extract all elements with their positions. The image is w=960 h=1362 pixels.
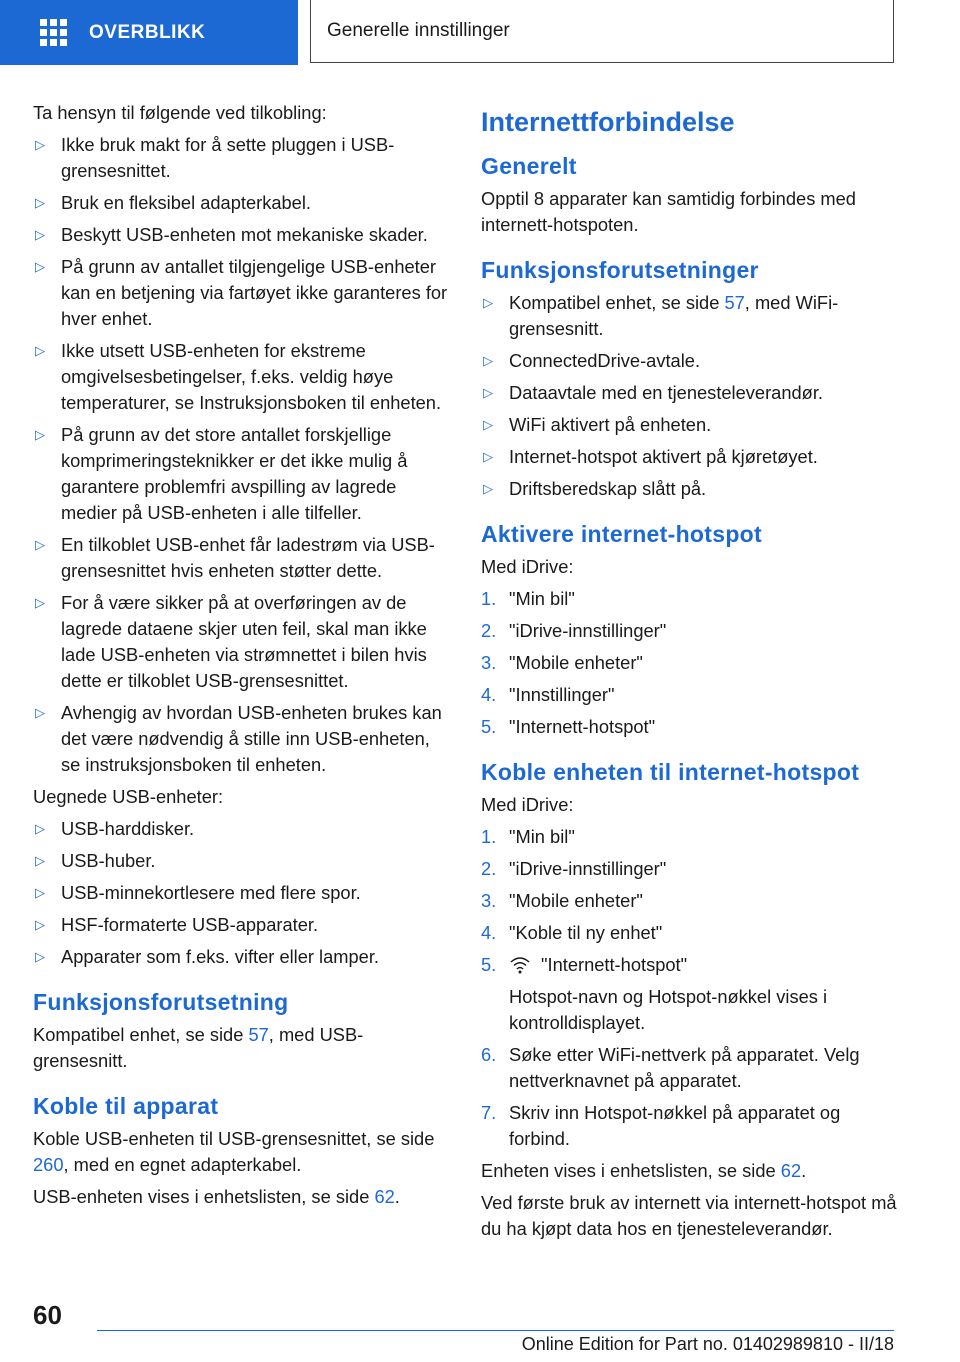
triangle-bullet-icon: ▷ (483, 417, 493, 432)
hotspot-step-note: Hotspot-navn og Hotspot-nøkkel vises i kontrolldisplayet. (509, 986, 828, 1033)
list-item: 7. Skriv inn Hotspot-nøkkel på apparatet og forbind. (481, 1102, 841, 1149)
connect-intro: Med iDrive: (481, 794, 574, 815)
triangle-bullet-icon: ▷ (35, 195, 45, 210)
grid-icon (40, 19, 67, 46)
first-use-note: Ved første bruk av internett via internett-hotspot må du ha kjøpt data hos en tjenesteleverandør. (481, 1192, 897, 1239)
list-item: ▷ For å være sikker på at overføringen av de lagrede dataene skjer uten feil, skal man ikke lade USB-enheten via strømnettet i bilen hvis dette er tilkoblet USB-grensesnittet. (35, 592, 427, 691)
triangle-bullet-icon: ▷ (483, 353, 493, 368)
list-item: 3. "Mobile enheter" (481, 650, 901, 676)
step-number: 4. (481, 922, 497, 943)
connect-steps-list (481, 824, 901, 1152)
triangle-bullet-icon: ▷ (35, 537, 45, 552)
list-item: ▷ HSF-formaterte USB-apparater. (33, 912, 453, 938)
hotspot-step-row: "Internett-hotspot" (509, 952, 901, 978)
list-item: ▷ På grunn av det store antallet forskjellige komprimeringsteknikker er det ikke mulig å garantere problemfri avspilling av lagrede medier på USB-enheten i alle tilfeller. (35, 424, 408, 523)
step-number: 3. (481, 890, 497, 911)
right-column (481, 100, 901, 1248)
list-item: ▷ USB-huber. (33, 848, 453, 874)
overview-button[interactable] (0, 0, 298, 65)
triangle-bullet-icon: ▷ (35, 949, 45, 964)
list-item: ▷ USB-minnekortlesere med flere spor. (33, 880, 453, 906)
list-item: ▷ Ikke bruk makt for å sette pluggen i USB-grensesnittet. (35, 134, 395, 181)
requirement-heading: Funksjonsforutsetning (33, 989, 289, 1015)
device-list-text: USB-enheten vises i enhetslisten, se side 62. (33, 1186, 400, 1207)
step-number: 1. (481, 588, 497, 609)
triangle-bullet-icon: ▷ (483, 481, 493, 496)
activate-steps-list (481, 586, 901, 740)
overview-label: OVERBLIKK (89, 21, 206, 43)
triangle-bullet-icon: ▷ (35, 227, 45, 242)
list-item: 3. "Mobile enheter" (481, 888, 901, 914)
step-number: 1. (481, 826, 497, 847)
unsuitable-devices-list (33, 816, 453, 970)
connection-intro: Ta hensyn til følgende ved tilkobling: (33, 102, 327, 123)
activate-hotspot-heading: Aktivere internet-hotspot (481, 521, 762, 547)
triangle-bullet-icon: ▷ (35, 853, 45, 868)
unsuitable-label: Uegnede USB-enheter: (33, 786, 224, 807)
device-list-text: Enheten vises i enhetslisten, se side 62. (481, 1160, 807, 1181)
triangle-bullet-icon: ▷ (35, 259, 45, 274)
page-link[interactable]: 260 (33, 1154, 64, 1175)
triangle-bullet-icon: ▷ (35, 705, 45, 720)
list-item: ▷ Kompatibel enhet, se side 57, med WiFi-grensesnitt. (483, 292, 839, 339)
wifi-icon (509, 955, 531, 975)
step-number: 6. (481, 1044, 497, 1065)
page-title: Internettforbindelse (481, 107, 735, 137)
chapter-tab[interactable] (310, 0, 894, 63)
list-item: 2. "iDrive-innstillinger" (481, 618, 901, 644)
list-item: ▷ Avhengig av hvordan USB-enheten brukes kan det være nødvendig å stille inn USB-enheten, se instruksjonsboken til enheten. (35, 702, 442, 775)
general-text: Opptil 8 apparater kan samtidig forbindes med internett-hotspoten. (481, 188, 856, 235)
chapter-title: Generelle innstillinger (327, 20, 510, 41)
page-number: 60 (33, 1300, 62, 1330)
edition-footer: Online Edition for Part no. 01402989810 - II/18 (521, 1334, 894, 1354)
step-number: 5. (481, 954, 497, 975)
list-item: 1. "Min bil" (481, 824, 901, 850)
list-item: ▷ USB-harddisker. (33, 816, 453, 842)
step-number: 2. (481, 620, 497, 641)
general-heading: Generelt (481, 153, 577, 179)
triangle-bullet-icon: ▷ (35, 427, 45, 442)
triangle-bullet-icon: ▷ (35, 137, 45, 152)
list-item: 1. "Min bil" (481, 586, 901, 612)
list-item: ▷ Ikke utsett USB-enheten for ekstreme omgivelsesbetingelser, f.eks. veldig høye temperaturer, se Instruksjonsboken til enheten. (35, 340, 442, 413)
triangle-bullet-icon: ▷ (35, 595, 45, 610)
triangle-bullet-icon: ▷ (35, 885, 45, 900)
page-link[interactable]: 62 (780, 1160, 802, 1181)
list-item: 4. "Innstillinger" (481, 682, 901, 708)
list-item (481, 952, 901, 1036)
list-item: ▷ Internet-hotspot aktivert på kjøretøyet. (481, 444, 901, 470)
list-item: 5. "Internett-hotspot" (481, 714, 901, 740)
list-item: ▷ WiFi aktivert på enheten. (481, 412, 901, 438)
requirement-text: Kompatibel enhet, se side 57, med USB-grensesnitt. (33, 1024, 364, 1071)
triangle-bullet-icon: ▷ (483, 449, 493, 464)
step-number: 5. (481, 716, 497, 737)
list-item: ▷ Bruk en fleksibel adapterkabel. (33, 190, 453, 216)
step-number: 7. (481, 1102, 497, 1123)
list-item: 6. Søke etter WiFi-nettverk på apparatet. Velg nettverknavnet på apparatet. (481, 1044, 860, 1091)
activate-intro: Med iDrive: (481, 556, 574, 577)
footer-divider (97, 1330, 894, 1331)
step-number: 2. (481, 858, 497, 879)
list-item: ▷ Apparater som f.eks. vifter eller lamper. (33, 944, 453, 970)
requirements-list (481, 290, 901, 502)
connection-notes-list (33, 132, 453, 778)
list-item: 2. "iDrive-innstillinger" (481, 856, 901, 882)
triangle-bullet-icon: ▷ (35, 343, 45, 358)
page-link[interactable]: 57 (248, 1024, 269, 1045)
list-item: ▷ Driftsberedskap slått på. (481, 476, 901, 502)
triangle-bullet-icon: ▷ (35, 917, 45, 932)
page-link[interactable]: 57 (724, 292, 745, 313)
connect-device-text: Koble USB-enheten til USB-grensesnittet, se side 260, med en egnet adapterkabel. (33, 1128, 435, 1175)
left-column (33, 100, 453, 1216)
list-item: ▷ ConnectedDrive-avtale. (481, 348, 901, 374)
triangle-bullet-icon: ▷ (35, 821, 45, 836)
connect-device-heading: Koble til apparat (33, 1093, 219, 1119)
triangle-bullet-icon: ▷ (483, 385, 493, 400)
list-item: ▷ Dataavtale med en tjenesteleverandør. (481, 380, 901, 406)
list-item: ▷ Beskytt USB-enheten mot mekaniske skader. (33, 222, 453, 248)
list-item: 4. "Koble til ny enhet" (481, 920, 901, 946)
list-item: ▷ På grunn av antallet tilgjengelige USB-enheter kan en betjening via fartøyet ikke garanteres for hver enhet. (35, 256, 448, 329)
step-number: 4. (481, 684, 497, 705)
page-link[interactable]: 62 (374, 1186, 395, 1207)
connect-hotspot-heading: Koble enheten til internet-hotspot (481, 759, 860, 785)
list-item: ▷ En tilkoblet USB-enhet får ladestrøm via USB-grensesnittet hvis enheten støtter dette. (35, 534, 435, 581)
requirements-heading: Funksjonsforutsetninger (481, 257, 759, 283)
triangle-bullet-icon: ▷ (483, 295, 493, 310)
step-number: 3. (481, 652, 497, 673)
